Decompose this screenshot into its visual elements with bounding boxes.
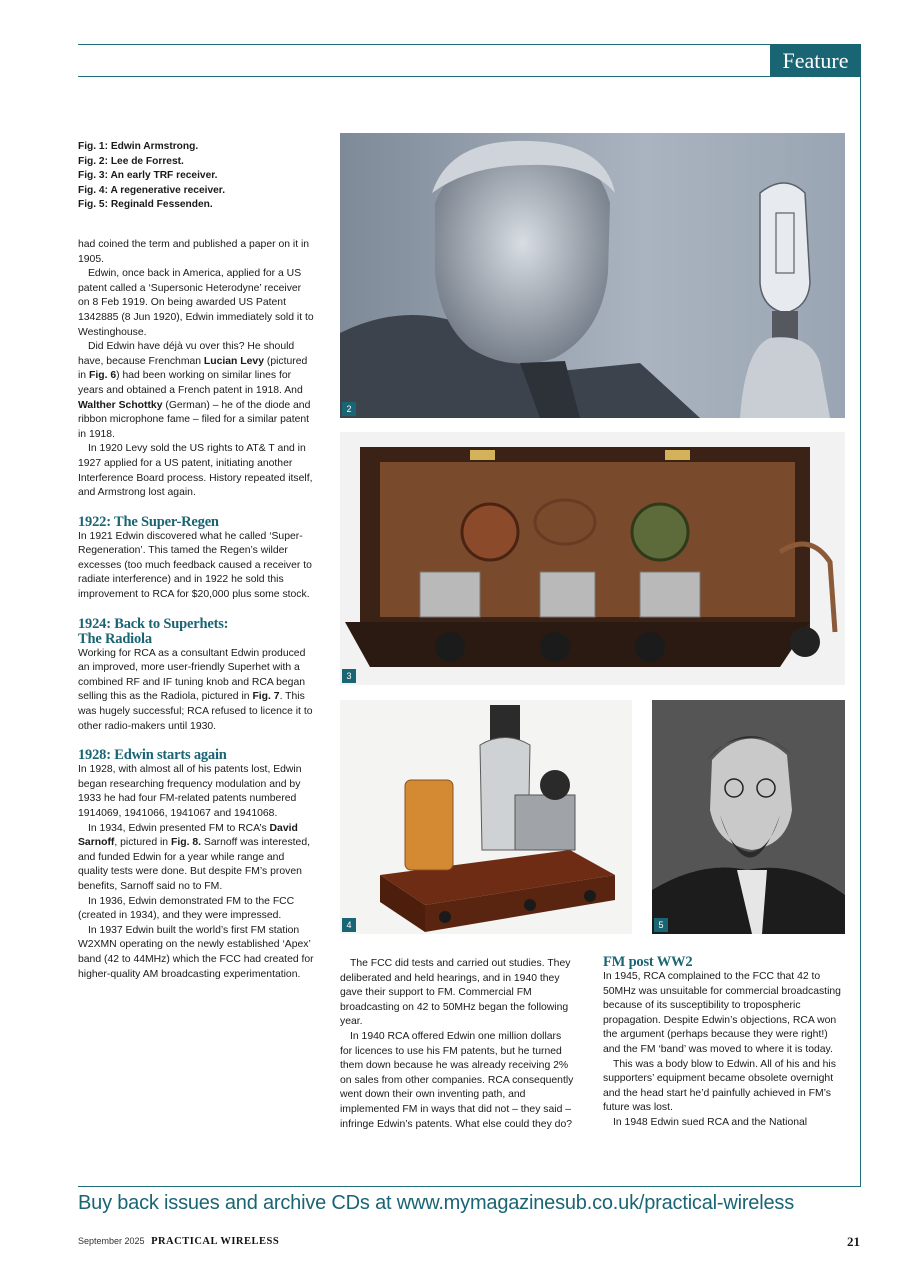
figure-5-photo — [652, 700, 845, 934]
trf-receiver-photo-icon — [340, 432, 845, 685]
figure-3-photo — [340, 432, 845, 685]
paragraph: Did Edwin have déjà vu over this? He should have, because Frenchman Lucian Levy (pictured in Fig. 6) had been working on similar lines for years and obtained a French patent in 1918. And Walther Schottky (German) – he of the diode and ribbon microphone fame – filed for a similar patent in 1918. — [78, 341, 311, 440]
issue-date: September 2025 — [78, 1236, 145, 1246]
magazine-title: PRACTICAL WIRELESS — [151, 1236, 280, 1247]
caption-fig5: Fig. 5: Reginald Fessenden. — [78, 199, 213, 210]
name-lucian-levy: Lucian Levy — [203, 355, 264, 367]
header-rule — [78, 44, 861, 45]
figure-4-photo — [340, 700, 632, 934]
paragraph: Edwin, once back in America, applied for a US patent called a ‘Supersonic Heterodyne’ receiver on 8 Feb 1919. On being awarded US Patent 1342885 (8 Jun 1920), Edwin immediately sold it to Westinghouse. — [78, 268, 314, 338]
figure-2-photo — [340, 133, 845, 418]
caption-fig4: Fig. 4: A regenerative receiver. — [78, 184, 226, 196]
paragraph: In 1936, Edwin demonstrated FM to the FCC (created in 1934), and they were impressed. — [78, 895, 295, 922]
caption-fig1: Fig. 1: Edwin Armstrong. — [78, 141, 199, 152]
paragraph: In 1948 Edwin sued RCA and the National — [613, 1116, 808, 1128]
lee-de-forrest-photo-icon — [340, 133, 845, 418]
paragraph: The FCC did tests and carried out studies. They deliberated and held hearings, and in 1940 they gave their support to FM. Commercial FM broadcasting on 42 to 50MHz began the following year. — [340, 958, 571, 1028]
section-heading: 1924: Back to Superhets: The Radiola — [78, 615, 229, 647]
regenerative-receiver-photo-icon — [340, 700, 632, 934]
paragraph: In 1934, Edwin presented FM to RCA’s David Sarnoff, pictured in Fig. 8. Sarnoff was interested, and funded Edwin for a year while range and quality tests were done. But despite FM’s proven benefits, Sarnoff said no to FM. — [78, 822, 310, 892]
paragraph: In 1940 RCA offered Edwin one million dollars for licences to use his FM patents, but he turned them down because he was already receiving 2% on sales from other companies. RCA consequently went down their own inventing path, and implemented FM in ways that did not – they said – infringe Edwin’s patents. What else could they do? — [340, 1030, 574, 1130]
figure-number-badge: 2 — [342, 402, 356, 416]
section-heading: 1922: The Super-Regen — [78, 513, 219, 530]
section-heading: 1928: Edwin starts again — [78, 747, 227, 764]
footer-rule — [78, 1186, 861, 1187]
article-column-2 — [340, 957, 576, 1132]
caption-fig2: Fig. 2: Lee de Forrest. — [78, 155, 184, 167]
paragraph: had coined the term and published a paper on it in 1905. — [78, 239, 310, 265]
footer-info — [78, 1236, 279, 1247]
caption-fig3: Fig. 3: An early TRF receiver. — [78, 170, 218, 181]
page-number: 21 — [847, 1234, 860, 1249]
article-column-1 — [78, 238, 314, 982]
back-issues-link[interactable]: Buy back issues and archive CDs at www.mymagazinesub.co.uk/practical-wireless — [78, 1192, 794, 1214]
figure-number-badge: 4 — [342, 918, 356, 932]
figure-number-badge: 5 — [654, 918, 668, 932]
side-rule — [860, 44, 861, 1186]
figure-captions — [78, 140, 333, 213]
paragraph: Working for RCA as a consultant Edwin produced an improved, more user-friendly Superhet with a combined RF and IF tuning knob and RCA began selling this as the Radiola, pictured in Fig. 7. This was hugely successful; RCA refused to licence it to other radio-makers until 1930. — [78, 647, 313, 732]
reginald-fessenden-photo-icon — [652, 700, 845, 934]
paragraph: In 1937 Edwin built the world’s first FM station W2XMN operating on the newly established ‘Apex’ band (42 to 44MHz) which the FCC had created for higher-quality AM broadcasting experimentation. — [78, 924, 314, 980]
figure-number-badge: 3 — [342, 669, 356, 683]
section-heading: FM post WW2 — [603, 954, 693, 970]
name-david-sarnoff: David Sarnoff — [78, 822, 298, 849]
paragraph: This was a body blow to Edwin. All of his and his supporters’ equipment became obsolete overnight and the head start he’d painfully achieved in FM’s future was lost. — [603, 1058, 836, 1114]
section-label: Feature — [770, 44, 861, 77]
header-rule-lower — [78, 76, 770, 77]
paragraph: In 1945, RCA complained to the FCC that 42 to 50MHz was unsuitable for commercial broadcasting because of its susceptibility to tropospheric propagation. Despite Edwin’s objections, RCA won the argument (perhaps because they were right!) and the FM ‘band’ was moved to where it is today. — [603, 971, 841, 1055]
paragraph: In 1921 Edwin discovered what he called ‘Super-Regeneration’. This tamed the Regen’s wilder excesses (too much feedback caused a receiver to radiate interference) and in 1922 he sold this improvement to RCA for $20,000 plus some stock. — [78, 530, 312, 601]
name-walther-schottky: Walther Schottky — [78, 399, 163, 411]
paragraph: In 1928, with almost all of his patents lost, Edwin began researching frequency modulation and by 1933 he had four FM-related patents numbered 1914069, 1941066, 1941067 and 1941068. — [78, 764, 302, 819]
fig-ref: Fig. 6 — [88, 370, 117, 382]
paragraph: In 1920 Levy sold the US rights to AT& T and in 1927 applied for a US patent, initiating another Interference Board process. History repeated itself, and Armstrong lost again. — [78, 443, 313, 499]
article-column-3 — [603, 955, 843, 1131]
